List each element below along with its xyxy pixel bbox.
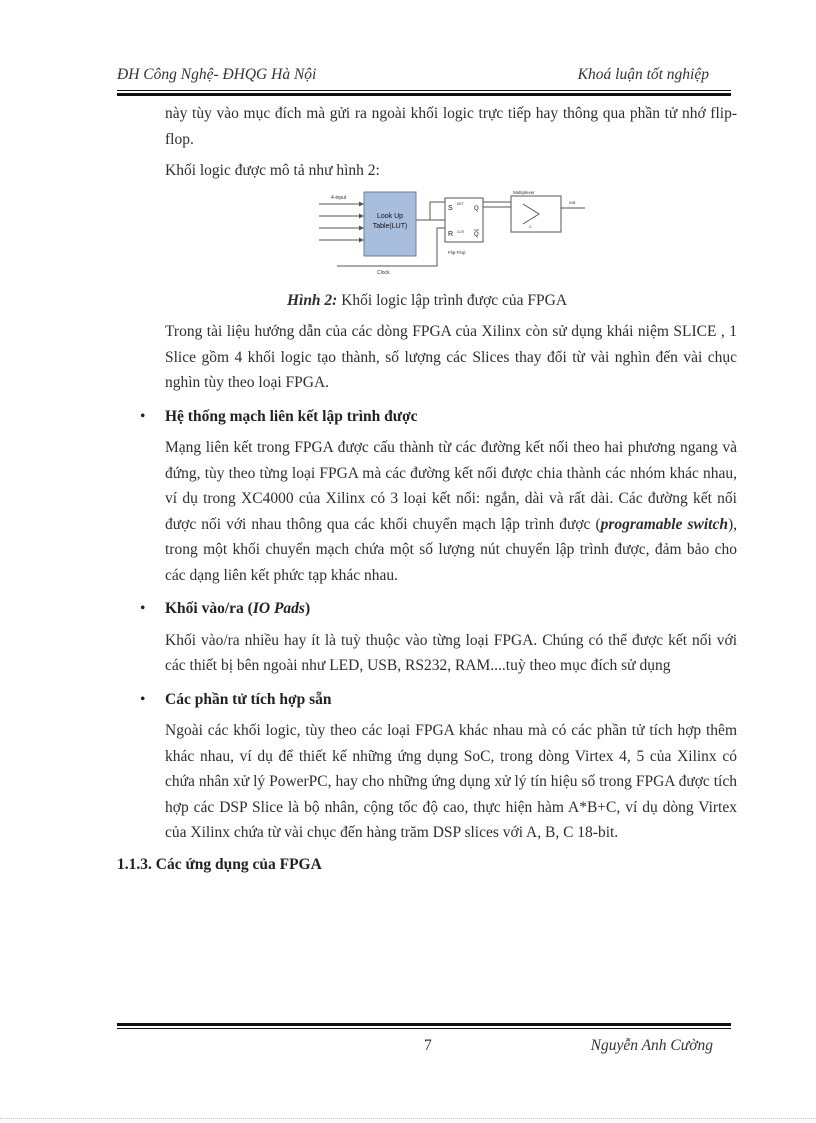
ff-label: Flip-Flop [448, 249, 466, 255]
out-label: out [569, 199, 576, 205]
clock-label: Clock [377, 269, 390, 276]
io-paragraph: Khối vào/ra nhiều hay ít là tuỳ thuộc vào từng loại FPGA. Chúng có thể được kết nối với các thiết bị bên ngoài như LED, USB, RS232, RAM....tuỳ theo mục đích sử dụng [165, 631, 737, 674]
input-arrows [359, 201, 364, 242]
ff-r: R [448, 230, 454, 238]
ff-s: S [448, 204, 453, 212]
page-number: 7 [424, 1037, 432, 1054]
ff-q: Q [474, 205, 479, 212]
section-heading: 1.1.3. Các ứng dụng của FPGA [117, 855, 322, 873]
bullet-io-pads: • Khối vào/ra (IO Pads) [117, 596, 737, 622]
logic-block-diagram [317, 190, 597, 278]
page-header [117, 66, 731, 84]
intro-paragraph: này tùy vào mục đích mà gửi ra ngoài khối logic trực tiếp hay thông qua phần tử nhớ flip-flop. [165, 105, 737, 148]
header-rule-thin [117, 90, 731, 91]
lut-label-line2: Table(LUT) [372, 222, 408, 230]
bullet-dot: • [140, 600, 146, 617]
bullet-embedded-elements [117, 687, 737, 713]
lut-input-lines [319, 204, 364, 240]
footer-rule-thick [117, 1023, 731, 1026]
bullet-dot: • [140, 407, 146, 425]
programmable-switch-term: programable switch [600, 515, 728, 533]
header-thesis-type: Khoá luận tốt nghiệp [577, 66, 709, 83]
caption-label: Hình 2: [286, 291, 338, 309]
ff-qbar: Q [474, 231, 479, 238]
ff-clr-label: CLR [457, 229, 465, 234]
mux-select: C [529, 223, 532, 229]
bullet-dot: • [140, 690, 146, 708]
embedded-paragraph: Ngoài các khối logic, tùy theo các loại FPGA khác nhau mà có các phần tử tích hợp thêm khác nhau, ví dụ để thiết kế những ứng dụng SoC, trong dòng Virtex 4, 5 của Xilinx có chứa nhân xử lý PowerPC, hay cho những ứng dụng xử lý tín hiệu số trong FPGA được tích hợp các DSP Slice là bộ nhân, cộng tốc độ cao, thực hiện hàm A*B+C, ví dụ dòng Virtex của Xilinx chứa từ vài chục đến hàng trăm DSP slices với A, B, C 18-bit. [165, 722, 737, 841]
header-university: ĐH Công Nghệ- ĐHQG Hà Nội [117, 66, 317, 83]
mux-label: Multiplexer [513, 189, 535, 195]
input-label: 4-input [331, 194, 347, 201]
caption-text: Khối logic lập trình được của FPGA [341, 291, 568, 309]
bullet-title: Hệ thống mạch liên kết lập trình được [165, 407, 418, 425]
page-body [117, 101, 737, 877]
author-name: Nguyễn Anh Cường [590, 1037, 713, 1054]
header-rule-thick [117, 93, 731, 96]
footer-rule-thin [117, 1028, 731, 1029]
multiplexer-block [511, 196, 561, 232]
lut-label-line1: Look Up [376, 212, 404, 220]
io-pads-term: IO Pads [252, 600, 305, 617]
figure-caption [117, 288, 737, 314]
interconnect-paragraph: Mạng liên kết trong FPGA được cấu thành từ các đường kết nối theo hai phương ngang và đứng, tùy theo từng loại FPGA mà các đường kết nối được chia thành các nhóm khác nhau, ví dụ trong XC4000 của Xilinx có 3 loại kết nối: ngắn, dài và rất dài. Các đường kết nối được nối với nhau thông qua các khối chuyển mạch lập trình được (programable switch), trong một khối chuyển mạch chứa một số lượng nút chuyển lập trình được, đảm bảo cho các dạng liên kết phức tạp khác nhau. [165, 439, 737, 584]
bullet-interconnect [117, 404, 737, 430]
figure-intro-text: Khối logic được mô tả như hình 2: [165, 162, 380, 179]
slice-paragraph: Trong tài liệu hướng dẫn của các dòng FPGA của Xilinx còn sử dụng khái niệm SLICE , 1 Slice gồm 4 khối logic tạo thành, số lượng các Slices thay đổi từ vài nghìn đến vài chục nghìn tùy theo loại FPGA. [165, 323, 737, 391]
bullet-title: Các phần tử tích hợp sẵn [165, 690, 332, 708]
logic-block-figure [117, 190, 737, 282]
ff-set-label: SET [457, 201, 464, 206]
page-edge [0, 1118, 816, 1120]
